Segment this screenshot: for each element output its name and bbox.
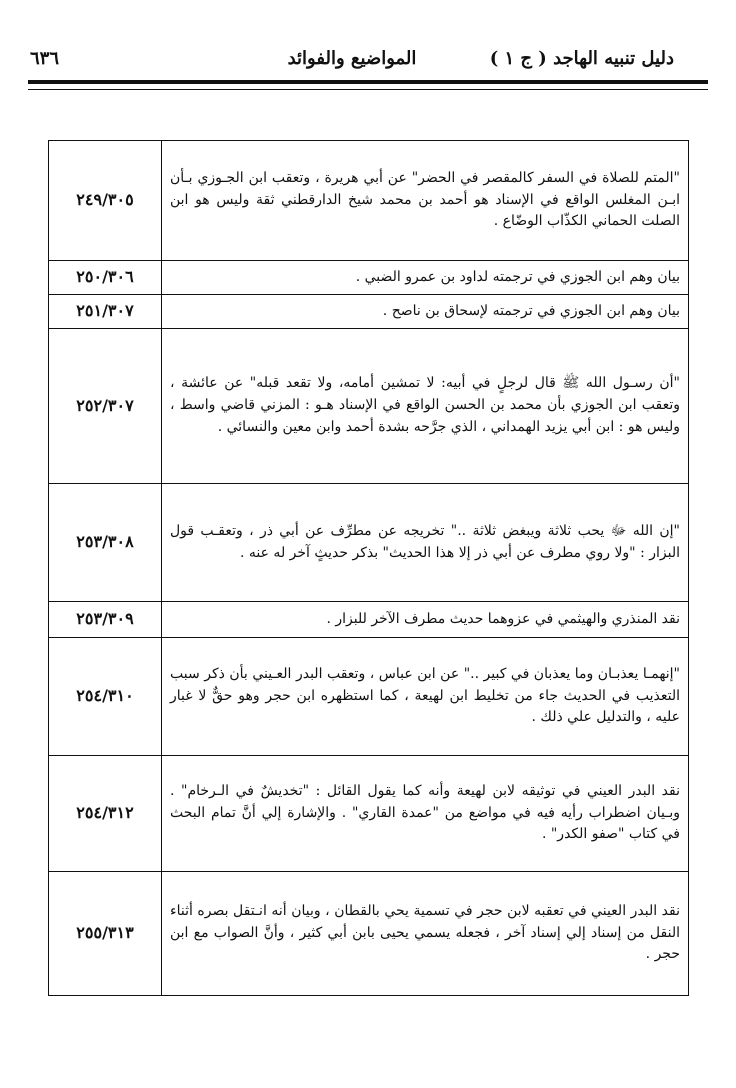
row-reference: ٢٥٣/٣٠٨ <box>49 484 162 602</box>
page-number: ٦٣٦ <box>30 47 60 69</box>
row-reference: ٢٥٤/٣١٠ <box>49 638 162 756</box>
table-row <box>49 295 689 329</box>
row-text: "أن رسـول الله ﷺ قال لرجلٍ في أبيه: لا تمشين أمامه، ولا تقعد قبله" عن عائشة ، وتعقب ابن الجوزي بأن محمد بن الحسن الواقع في الإسناد هـو : المزني قاضي واسط ، وليس هو : ابن أبي يزيد الهمداني ، الذي جرَّحه بشدة أحمد وابن معين والنسائي . <box>162 329 689 484</box>
row-reference: ٢٥١/٣٠٧ <box>49 295 162 329</box>
table-row <box>49 872 689 996</box>
row-reference: ٢٥٠/٣٠٦ <box>49 261 162 295</box>
row-reference: ٢٥٤/٣١٢ <box>49 756 162 872</box>
row-reference: ٢٥٢/٣٠٧ <box>49 329 162 484</box>
table-row <box>49 261 689 295</box>
table-row <box>49 602 689 638</box>
page-header <box>30 40 674 76</box>
row-text: "إن الله ﷻ يحب ثلاثة ويبغض ثلاثة .." تخريجه عن مطرِّف عن أبي ذر ، وتعقـب قول البزار : "ولا روي مطرف عن أبي ذر إلا هذا الحديث" بذكر حديثٍ آخر له عنه . <box>162 484 689 602</box>
row-text: "إنهمـا يعذبـان وما يعذبان في كبير .." عن ابن عباس ، وتعقب البدر العـيني بأن ذكر سبب التعذيب في الحديث جاء من تخليط ابن لهيعة ، كما استظهره ابن حجر وهو حقٌّ لا غبار عليه ، والتدليل علي ذلك . <box>162 638 689 756</box>
table-row <box>49 329 689 484</box>
row-text: "المتم للصلاة في السفر كالمقصر في الحضر" عن أبي هريرة ، وتعقب ابن الجـوزي بـأن ابـن المغلس الواقع في الإسناد هو أحمد بن محمد شيخ الدارقطني ثقة وليس هو ابن الصلت الحماني الكذّاب الوضّاع . <box>162 141 689 261</box>
table-row <box>49 141 689 261</box>
row-text: بيان وهم ابن الجوزي في ترجمته لداود بن عمرو الضبي . <box>162 261 689 295</box>
section-title: المواضيع والفوائد <box>287 47 417 69</box>
row-text: بيان وهم ابن الجوزي في ترجمته لإسحاق بن ناصح . <box>162 295 689 329</box>
header-rule-thick <box>28 80 708 84</box>
table-row <box>49 756 689 872</box>
row-reference: ٢٥٥/٣١٣ <box>49 872 162 996</box>
table-row <box>49 638 689 756</box>
table-row <box>49 484 689 602</box>
row-text: نقد البدر العيني في تعقبه لابن حجر في تسمية يحي بالقطان ، وبيان أنه انـتقل بصره أثناء النقل من إسناد إلي إسناد آخر ، فجعله يسمي يحيى بابن أبي كثير ، وأنَّ الصواب مع ابن حجر . <box>162 872 689 996</box>
row-text: نقد البدر العيني في توثيقه لابن لهيعة وأنه كما يقول القائل : "تخديشٌ في الـرخام" . وبـيان اضطراب رأيه فيه في مواضع من "عمدة القاري" . والإشارة إلي أنَّ تمام البحث في كتاب "صفو الكدر" . <box>162 756 689 872</box>
book-title: دليل تنبيه الهاجد ( ج ١ ) <box>489 47 674 69</box>
row-reference: ٢٥٣/٣٠٩ <box>49 602 162 638</box>
header-rule-thin <box>28 89 708 90</box>
row-reference: ٢٤٩/٣٠٥ <box>49 141 162 261</box>
topics-table <box>48 140 689 996</box>
row-text: نقد المنذري والهيثمي في عزوهما حديث مطرف الآخر للبزار . <box>162 602 689 638</box>
